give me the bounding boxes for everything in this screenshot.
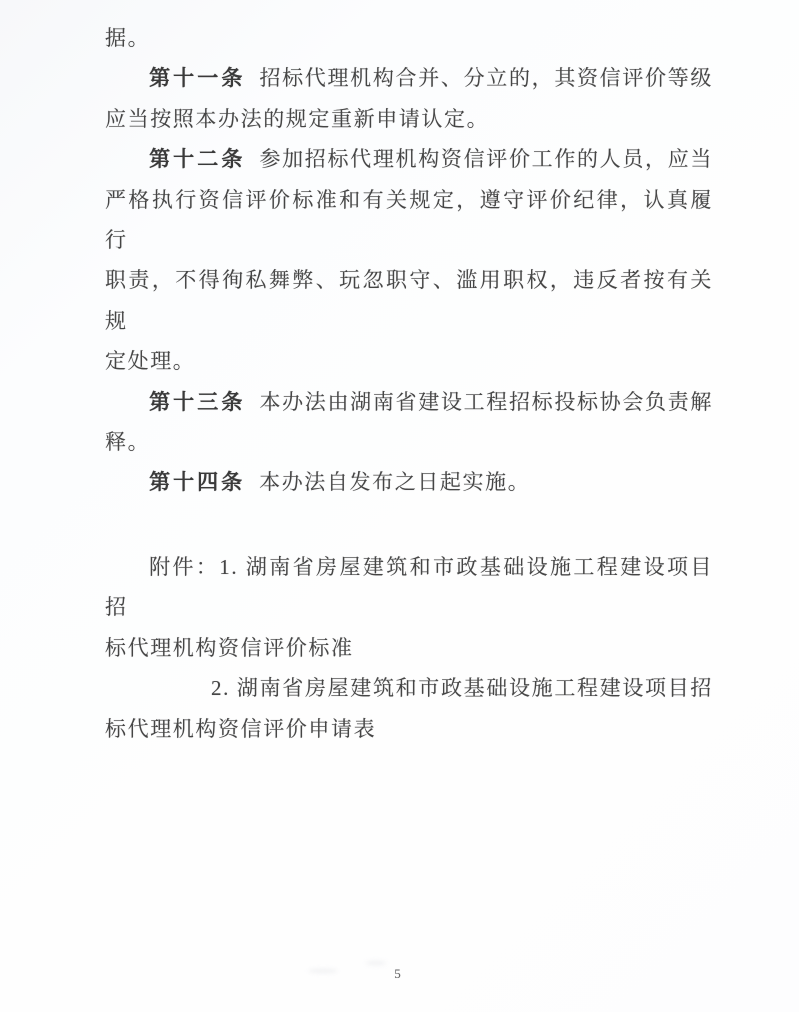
article-13-text: 本办法由湖南省建设工程招标投标协会负责解 — [259, 389, 714, 414]
document-body — [105, 18, 713, 749]
article-14-label: 第十四条 — [149, 470, 246, 495]
attachment-item-1-line-2: 标代理机构资信评价标准 — [105, 635, 354, 660]
article-13-line — [105, 382, 713, 422]
attachment-list — [105, 547, 713, 749]
article-13-label: 第十三条 — [149, 389, 246, 414]
article-11-text: 招标代理机构合并、分立的，其资信评价等级 — [259, 66, 714, 91]
article-12-text: 参加招标代理机构资信评价工作的人员，应当 — [259, 147, 714, 172]
article-12-continuation-1: 严格执行资信评价标准和有关规定，遵守评价纪律，认真履行 — [105, 187, 713, 253]
attachment-item-2-line-1: 2. 湖南省房屋建筑和市政基础设施工程建设项目招 — [211, 676, 713, 701]
article-13-continuation: 释。 — [105, 430, 151, 455]
scan-smudge — [366, 961, 386, 965]
article-12-continuation-3: 定处理。 — [105, 349, 196, 374]
attachment-item-1-line-1: 附件：1. 湖南省房屋建筑和市政基础设施工程建设项目招 — [105, 554, 713, 620]
page-number: 5 — [394, 966, 401, 981]
continuation-line: 据。 — [105, 26, 151, 50]
article-12-continuation-2: 职责，不得徇私舞弊、玩忽职守、滥用职权，违反者按有关规 — [105, 268, 713, 333]
article-12-label: 第十二条 — [149, 147, 246, 172]
article-14-line — [105, 462, 713, 502]
article-11-label: 第十一条 — [149, 66, 246, 91]
article-11-continuation: 应当按照本办法的规定重新申请认定。 — [105, 106, 490, 131]
article-12-line — [105, 139, 713, 179]
article-14-text: 本办法自发布之日起实施。 — [259, 470, 531, 495]
article-11-line — [105, 58, 713, 98]
attachment-item-2-line-2: 标代理机构资信评价申请表 — [105, 716, 377, 741]
